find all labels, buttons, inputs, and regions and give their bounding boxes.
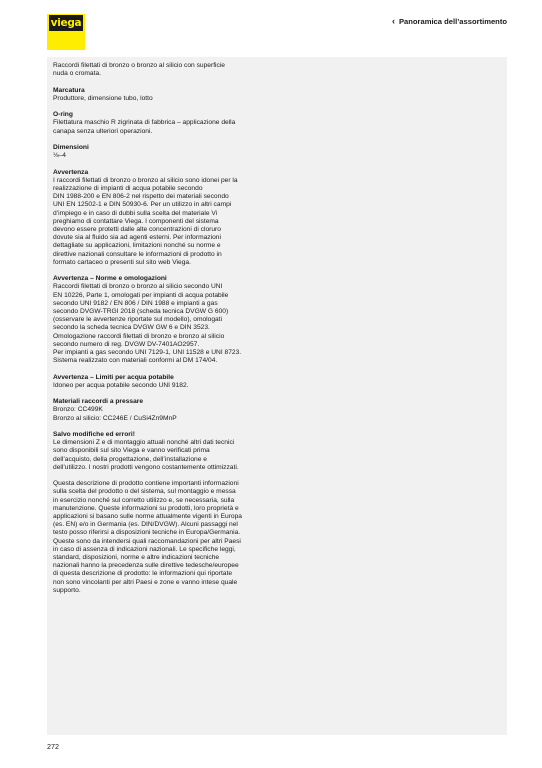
intro-text: Raccordi filettati di bronzo o bronzo al silicio con superficie nuda o cromata. [53, 62, 226, 78]
dimensions-title: Dimensioni [53, 143, 89, 151]
materials-title: Materiali raccordi a pressare [53, 398, 144, 406]
nav-link-assortment-overview[interactable] [392, 17, 507, 26]
notice-title: Avvertenza [53, 168, 89, 176]
disclaimer-title: Salvo modifiche ed errori! [53, 431, 135, 439]
marking-text: Produttore, dimensione tubo, lotto [53, 94, 153, 102]
drinking-water-text: Idoneo per acqua potabile secondo UNI 9182. [53, 381, 189, 389]
o-ring-title: O-ring [53, 111, 73, 119]
standards-text: Raccordi filettati di bronzo o bronzo al silicio secondo UNI EN 10226, Parte 1, omologati per impianti di acqua potabile secondo UNI 9182 / EN 806 / DIN 1988 e impianti a gas secondo DVGW-TRGI 2018 (scheda tecnica DVGW G 600) (osservare le avvertenze riportate sul modello), omologati secondo la scheda tecnica DVGW GW 6 e DIN 3523. Omologazione raccordi filettati di bronzo e bronzo al silicio secondo numero di reg. DVGW DV-7401AO2957. Per impianti a gas secondo UNI 7129-1, UNI 11528 e UNI 8723. Sistema realizzato con materiali conformi al DM 174/04. [53, 283, 242, 365]
drinking-water-title: Avvertenza – Limiti per acqua potabile [53, 373, 174, 381]
legal-text: Questa descrizione di prodotto contiene importanti informazioni sulla scelta del prodotto o del sistema, sul montaggio e messa in esercizio nonché sul corretto utilizzo e, se necessaria, sulla manutenzione. Queste informazioni su prodotti, loro proprietà e applicazioni si basano sulle norme attualmente vigenti in Europa (es. EN) e/o in Germania (es. DIN/DVGW). Alcuni passaggi nel testo posso riferirsi a disposizioni tecniche in Europa/Germania. Queste sono da intendersi quali raccomandazioni per altri Paesi in caso di assenza di indicazioni nazionali. Le specifiche leggi, standard, disposizioni, norme e altre indicazioni tecniche nazionali hanno la precedenza sulle direttive tedesche/europee di questa descrizione di prodotto: le informazioni qui riportate non sono vincolanti per altri Paesi e zone e vanno intese quale supporto. [53, 480, 243, 594]
disclaimer-text: Le dimensioni Z e di montaggio attuali nonché altri dati tecnici sono disponibili sul sito Viega e vanno verificati prima dell’acquisto, della progettazione, dell’installazione e dell’utilizzo. I nostri prodotti vengono costantemente ottimizzati. [53, 439, 239, 471]
marking-title: Marcatura [53, 86, 85, 94]
legal-block [53, 480, 285, 595]
viega-logo [47, 14, 85, 50]
notice-block [53, 169, 285, 267]
standards-title: Avvertenza – Norme e omologazioni [53, 275, 167, 283]
standards-block [53, 275, 285, 365]
o-ring-text: Filettatura maschio R zigrinata di fabbrica – applicazione della canapa senza ulteriori operazioni. [53, 119, 236, 135]
chevron-left-icon: ‹ [391, 16, 395, 26]
materials-text: Bronzo: CC499K Bronzo al silicio: CC246E / CuSi4Zn9MnP [53, 406, 177, 422]
dimensions-text: ⅛–4 [53, 152, 66, 160]
nav-link-label: Panoramica dell’assortimento [398, 17, 507, 26]
intro-block [53, 62, 285, 78]
disclaimer-block [53, 431, 285, 472]
drinking-water-block [53, 374, 285, 390]
materials-block [53, 398, 285, 423]
page-number: 272 [47, 742, 59, 751]
logo-wordmark: viega [50, 17, 82, 29]
o-ring-block [53, 111, 285, 136]
notice-text: I raccordi filettati di bronzo o bronzo al silicio sono idonei per la realizzazione di impianti di acqua potabile secondo DIN 1988-200 e EN 806-2 nel rispetto dei materiali secondo UNI EN 12502-1 e DIN 50930-6. Per un utilizzo in altri campi d’impiego e in caso di dubbi sulla scelta del materiale Vi preghiamo di contattare Viega. I componenti del sistema devono essere protetti dalle alte concentrazioni di cloruro dovute sia al fluido sia ad agenti esterni. Per informazioni dettagliate su applicazioni, limitazioni nonché su norme e direttive nazionali consultare le informazioni di prodotto in formato cartaceo o presenti sul sito web Viega. [53, 176, 238, 266]
dimensions-block [53, 144, 285, 160]
product-description [53, 62, 285, 603]
marking-block [53, 87, 285, 103]
